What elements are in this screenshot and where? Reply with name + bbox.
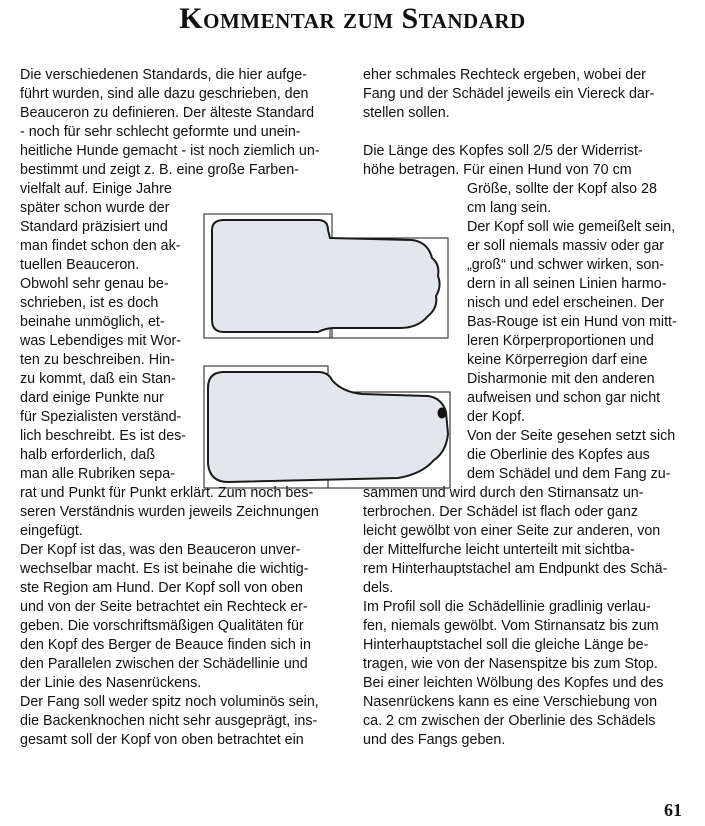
left-line: Obwohl sehr genau be-: [20, 276, 169, 292]
head-top-view: [204, 214, 448, 338]
right-line: Bei einer leichten Wölbung des Kopfes und des: [363, 675, 664, 691]
left-line: der Linie des Nasenrückens.: [20, 675, 202, 691]
left-line: und von der Seite betrachtet ein Rechteck er-: [20, 599, 308, 615]
right-line: aufweisen und schon gar nicht: [467, 390, 661, 406]
left-line: Die verschiedenen Standards, die hier aufge-: [20, 67, 307, 83]
left-line: den Kopf des Berger de Beauce finden sich in: [20, 637, 311, 653]
left-line: rat und Punkt für Punkt erklärt. Zum noch bes-: [20, 485, 314, 501]
left-line: eingefügt.: [20, 523, 83, 539]
right-line: er soll niemals massiv oder gar: [467, 238, 665, 254]
left-line: wechselbar macht. Es ist beinahe die wichtig-: [20, 561, 309, 577]
right-line: Der Kopf soll wie gemeißelt sein,: [467, 219, 676, 235]
right-line: Disharmonie mit den anderen: [467, 371, 655, 387]
right-line: Die Länge des Kopfes soll 2/5 der Widerrist-: [363, 143, 643, 159]
right-line: nisch und edel erscheinen. Der: [467, 295, 665, 311]
left-line: lich beschreibt. Es ist des-: [20, 428, 187, 444]
left-line: für Spezialisten verständ-: [20, 409, 182, 425]
left-line: führt wurden, sind alle dazu geschrieben, den: [20, 86, 309, 102]
right-line: tragen, wie von der Nasenspitze bis zum Stop.: [363, 656, 658, 672]
head-top-outline: [212, 220, 440, 332]
left-line: bestimmt und zeigt z. B. eine große Farben-: [20, 162, 299, 178]
left-line: man alle Rubriken sepa-: [20, 466, 175, 482]
left-line: später schon wurde der: [20, 200, 170, 216]
left-line: halb erforderlich, daß: [20, 447, 156, 463]
left-line: Der Fang soll weder spitz noch voluminös sein,: [20, 694, 319, 710]
right-line: dem Schädel und dem Fang zu-: [467, 466, 671, 482]
left-line: vielfalt auf. Einige Jahre: [20, 181, 172, 197]
left-line: Beauceron zu definieren. Der älteste Standard: [20, 105, 315, 121]
right-line: sammen und wird durch den Stirnansatz un-: [363, 485, 644, 501]
left-line: die Backenknochen nicht sehr ausgeprägt, ins-: [20, 713, 318, 729]
right-line: cm lang sein.: [467, 200, 552, 216]
right-line: Fang und der Schädel jeweils ein Viereck dar-: [363, 86, 655, 102]
page-title: Kommentar zum Standard: [179, 2, 526, 35]
right-line: Im Profil soll die Schädellinie gradlinig verlau-: [363, 599, 651, 615]
right-line: dels.: [363, 580, 394, 596]
head-side-outline: [208, 372, 448, 482]
left-line: dard einige Punkte nur: [20, 390, 164, 406]
head-side-view: [204, 366, 450, 488]
right-line: Hinterhauptstachel soll die gleiche Länge be-: [363, 637, 649, 653]
right-line: fen, niemals gewölbt. Vom Stirnansatz bis zum: [363, 618, 659, 634]
left-line: seren Verständnis wurden jeweils Zeichnungen: [20, 504, 319, 520]
left-line: zu kommt, daß ein Stan-: [20, 371, 176, 387]
right-line: eher schmales Rechteck ergeben, wobei der: [363, 67, 646, 83]
right-line: rem Hinterhauptstachel am Endpunkt des Schä-: [363, 561, 668, 577]
right-line: leren Körperproportionen und: [467, 333, 654, 349]
left-line: - noch für sehr schlecht geformte und unein-: [20, 124, 301, 140]
right-line: und des Fangs geben.: [363, 732, 506, 748]
right-line: Nasenrückens kann es eine Verschiebung von: [363, 694, 658, 710]
left-line: den Parallelen zwischen der Schädellinie und: [20, 656, 308, 672]
left-line: schrieben, ist es doch: [20, 295, 159, 311]
right-line: Größe, sollte der Kopf also 28: [467, 181, 657, 197]
right-line: der Mittelfurche leicht unterteilt mit sichtba-: [363, 542, 635, 558]
left-line: gesamt soll der Kopf von oben betrachtet ein: [20, 732, 304, 748]
right-line: „groß“ und schwer wirken, son-: [467, 257, 665, 273]
left-line: was Lebendiges mit Wor-: [20, 333, 182, 349]
left-line: heitliche Hunde gemacht - ist noch ziemlich un-: [20, 143, 320, 159]
head-diagram: [202, 212, 460, 492]
left-line: beinahe unmöglich, et-: [20, 314, 165, 330]
right-line: stellen sollen.: [363, 105, 450, 121]
nose-icon: [438, 408, 447, 419]
right-line: terbrochen. Der Schädel ist flach oder ganz: [363, 504, 638, 520]
right-line: leicht gewölbt von einer Seite zur anderen, von: [363, 523, 661, 539]
page-number: 61: [664, 800, 682, 820]
right-line: ca. 2 cm zwischen der Oberlinie des Schädels: [363, 713, 656, 729]
right-line: keine Körperregion darf eine: [467, 352, 648, 368]
right-line: dern in all seinen Linien harmo-: [467, 276, 667, 292]
left-line: ten zu beschreiben. Hin-: [20, 352, 175, 368]
left-line: geben. Die vorschriftsmäßigen Qualitäten für: [20, 618, 304, 634]
right-line: Von der Seite gesehen setzt sich: [467, 428, 676, 444]
left-line: Standard präzisiert und: [20, 219, 168, 235]
left-line: man findet schon den ak-: [20, 238, 181, 254]
right-line: höhe betragen. Für einen Hund von 70 cm: [363, 162, 632, 178]
right-line: die Oberlinie des Kopfes aus: [467, 447, 650, 463]
right-line: Bas-Rouge ist ein Hund von mitt-: [467, 314, 677, 330]
left-line: tuellen Beauceron.: [20, 257, 140, 273]
left-line: ste Region am Hund. Der Kopf soll von oben: [20, 580, 303, 596]
right-line: der Kopf.: [467, 409, 526, 425]
left-line: Der Kopf ist das, was den Beauceron unver-: [20, 542, 301, 558]
